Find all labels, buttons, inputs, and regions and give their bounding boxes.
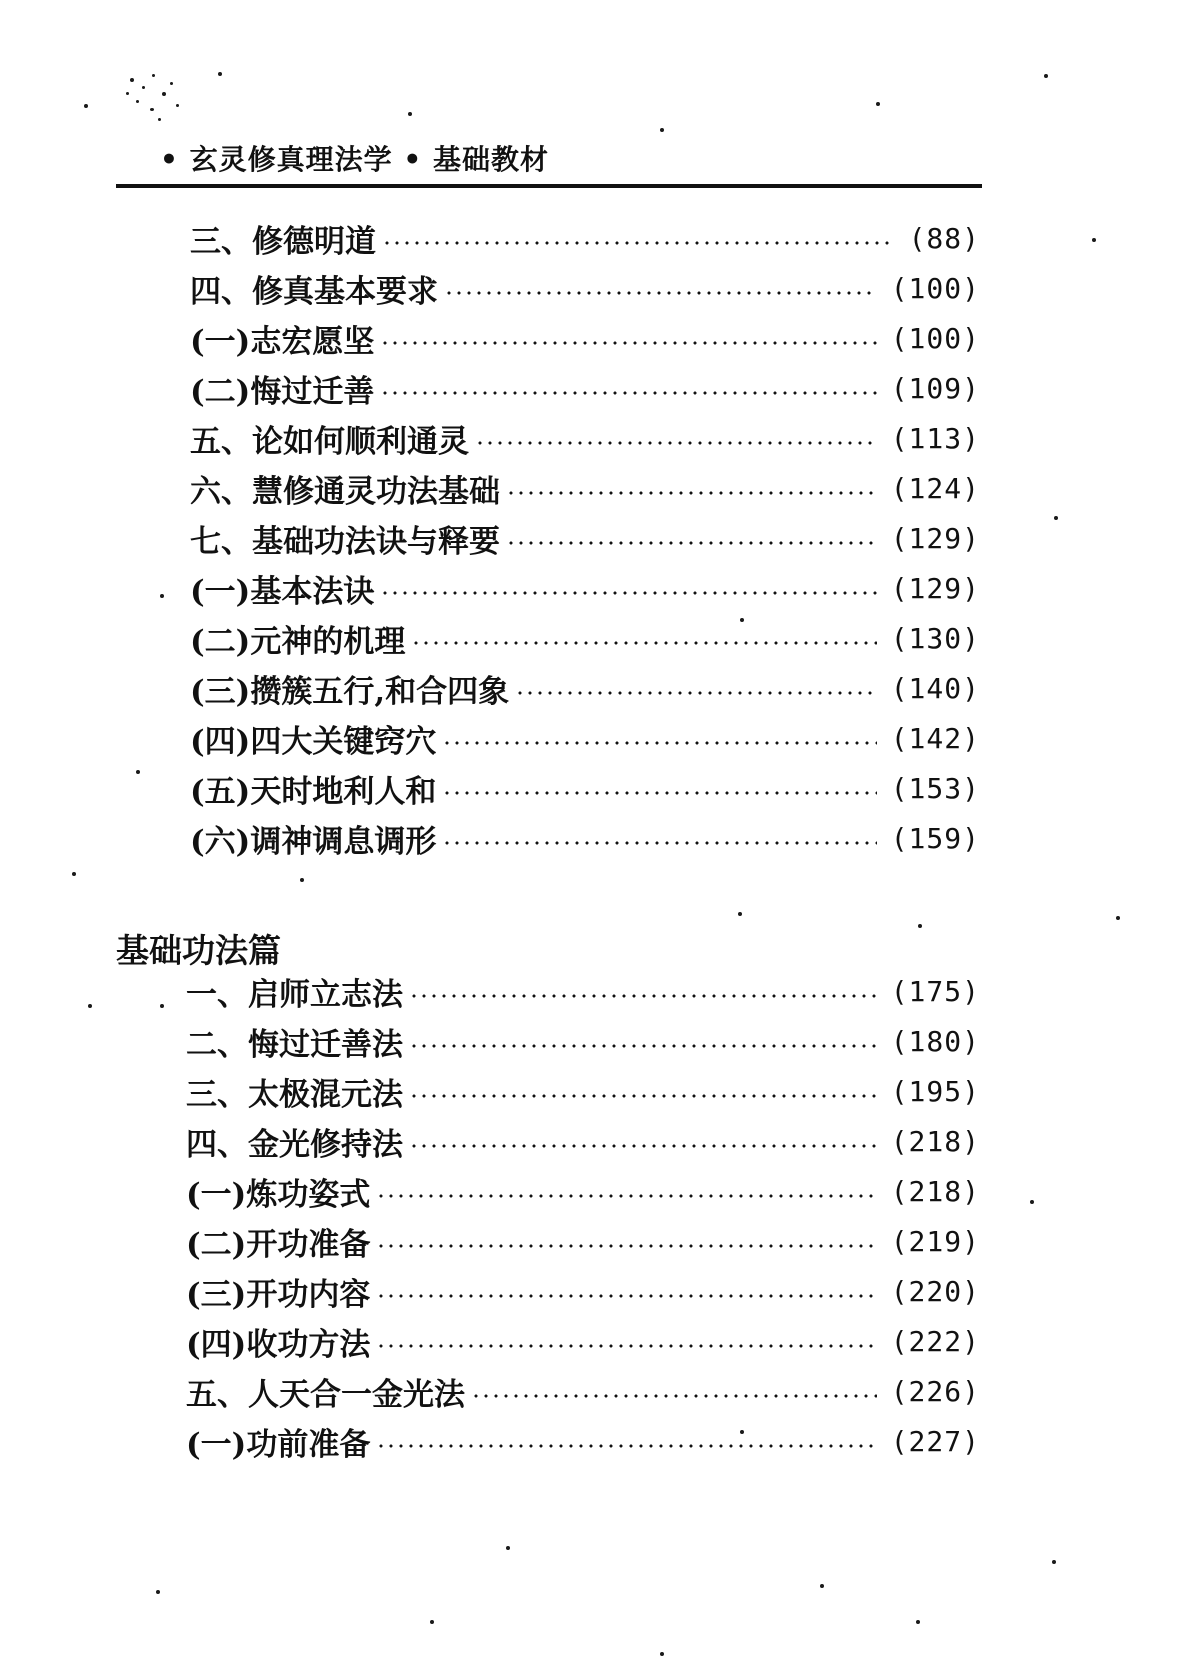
toc-entry-title: 四、修真基本要求 bbox=[190, 273, 438, 310]
scan-speck bbox=[160, 1004, 164, 1008]
scan-speck bbox=[152, 74, 155, 77]
toc-entry-page: (222) bbox=[890, 1324, 980, 1358]
scan-speck bbox=[1092, 238, 1096, 242]
toc-entry-page: (88) bbox=[908, 221, 980, 255]
leader-dots bbox=[409, 1144, 877, 1148]
scan-speck bbox=[158, 118, 161, 121]
scan-speck bbox=[130, 78, 134, 82]
toc-entry bbox=[190, 563, 980, 613]
toc-entry bbox=[190, 663, 980, 713]
toc-entry bbox=[186, 1316, 980, 1366]
toc-entry-page: (159) bbox=[890, 821, 980, 855]
leader-dots bbox=[409, 1044, 877, 1048]
leader-dots bbox=[506, 541, 877, 545]
toc-entry-title: (三)攒簇五行,和合四象 bbox=[190, 673, 510, 710]
scan-speck bbox=[176, 104, 179, 107]
scan-speck bbox=[126, 92, 129, 95]
leader-dots bbox=[380, 591, 876, 595]
leader-dots bbox=[380, 391, 876, 395]
toc-entry-title: (二)悔过迁善 bbox=[190, 373, 375, 410]
toc-entry bbox=[186, 1066, 980, 1116]
toc-entry-page: (180) bbox=[890, 1024, 980, 1058]
leader-dots bbox=[409, 994, 877, 998]
toc-entry-page: (142) bbox=[890, 721, 980, 755]
toc-entry-page: (226) bbox=[890, 1374, 980, 1408]
toc-entry-title: (四)收功方法 bbox=[186, 1326, 371, 1363]
scan-speck bbox=[160, 594, 164, 598]
scan-speck bbox=[738, 912, 742, 916]
scan-speck bbox=[1052, 1560, 1056, 1564]
toc-entry bbox=[190, 713, 980, 763]
toc-entry-page: (140) bbox=[890, 671, 980, 705]
leader-dots bbox=[409, 1094, 877, 1098]
scan-speck bbox=[1116, 916, 1120, 920]
leader-dots bbox=[376, 1444, 876, 1448]
toc-entry-title: (一)炼功姿式 bbox=[186, 1176, 371, 1213]
toc-entry-title: 二、悔过迁善法 bbox=[186, 1026, 403, 1063]
leader-dots bbox=[442, 841, 876, 845]
leader-dots bbox=[382, 241, 895, 245]
scan-speck bbox=[170, 82, 173, 85]
toc-entry-page: (220) bbox=[890, 1274, 980, 1308]
toc-entry-page: (175) bbox=[890, 974, 980, 1008]
toc-entry bbox=[186, 1016, 980, 1066]
scan-speck bbox=[218, 72, 222, 76]
toc-entry bbox=[190, 813, 980, 863]
toc-entry bbox=[186, 1416, 980, 1466]
scan-speck bbox=[430, 1620, 434, 1624]
toc-entry bbox=[190, 313, 980, 363]
toc-entry-title: 六、慧修通灵功法基础 bbox=[190, 473, 500, 510]
toc-entry bbox=[190, 363, 980, 413]
toc-entry-page: (109) bbox=[890, 371, 980, 405]
scan-speck bbox=[136, 100, 139, 103]
toc-entry-title: (二)开功准备 bbox=[186, 1226, 371, 1263]
toc-entry bbox=[190, 613, 980, 663]
leader-dots bbox=[442, 741, 876, 745]
leader-dots bbox=[471, 1394, 877, 1398]
toc-entry bbox=[186, 1216, 980, 1266]
toc-entry-page: (113) bbox=[890, 421, 980, 455]
toc-entry-page: (129) bbox=[890, 571, 980, 605]
header-rule bbox=[116, 184, 982, 188]
toc-entry-title: (四)四大关键窍穴 bbox=[190, 723, 437, 760]
toc-entry-page: (153) bbox=[890, 771, 980, 805]
leader-dots bbox=[515, 691, 877, 695]
scan-speck bbox=[136, 770, 140, 774]
toc-entry bbox=[190, 513, 980, 563]
scan-speck bbox=[1030, 1200, 1034, 1204]
toc-entry-page: (100) bbox=[890, 321, 980, 355]
section-heading: 基础功法篇 bbox=[116, 931, 281, 970]
leader-dots bbox=[380, 341, 876, 345]
scan-speck bbox=[72, 872, 76, 876]
toc-entry-page: (130) bbox=[890, 621, 980, 655]
toc-entry-title: (三)开功内容 bbox=[186, 1276, 371, 1313]
leader-dots bbox=[376, 1244, 876, 1248]
leader-dots bbox=[442, 791, 876, 795]
leader-dots bbox=[376, 1294, 876, 1298]
toc-entry-page: (219) bbox=[890, 1224, 980, 1258]
toc-entry bbox=[190, 763, 980, 813]
toc-entry-title: (六)调神调息调形 bbox=[190, 823, 437, 860]
leader-dots bbox=[475, 441, 877, 445]
toc-entry-title: 五、人天合一金光法 bbox=[186, 1376, 465, 1413]
toc-entry bbox=[190, 463, 980, 513]
scan-speck bbox=[162, 92, 166, 96]
toc-entry-title: 四、金光修持法 bbox=[186, 1126, 403, 1163]
scan-speck bbox=[142, 86, 145, 89]
toc-entry bbox=[190, 213, 980, 263]
scan-speck bbox=[820, 1584, 824, 1588]
toc-entry-title: (一)志宏愿坚 bbox=[190, 323, 375, 360]
toc-entry-title: (一)基本法诀 bbox=[190, 573, 375, 610]
leader-dots bbox=[376, 1194, 876, 1198]
toc-entry-title: (五)天时地利人和 bbox=[190, 773, 437, 810]
toc-entry-page: (227) bbox=[890, 1424, 980, 1458]
toc-entry-title: 七、基础功法诀与释要 bbox=[190, 523, 500, 560]
toc-entry-page: (218) bbox=[890, 1174, 980, 1208]
scan-speck bbox=[660, 128, 664, 132]
scan-speck bbox=[88, 1004, 92, 1008]
scan-speck bbox=[150, 108, 154, 111]
scan-speck bbox=[876, 102, 880, 106]
scan-speck bbox=[300, 878, 304, 882]
toc-entry bbox=[186, 1366, 980, 1416]
toc-entry bbox=[186, 1266, 980, 1316]
toc-entry-title: (一)功前准备 bbox=[186, 1426, 371, 1463]
toc-entry bbox=[190, 263, 980, 313]
toc-entry bbox=[190, 413, 980, 463]
toc-entry-page: (129) bbox=[890, 521, 980, 555]
toc-entry-page: (218) bbox=[890, 1124, 980, 1158]
scan-speck bbox=[660, 1652, 664, 1656]
leader-dots bbox=[506, 491, 877, 495]
toc-entry-title: 五、论如何顺利通灵 bbox=[190, 423, 469, 460]
toc-entry-page: (195) bbox=[890, 1074, 980, 1108]
toc-entry bbox=[186, 1116, 980, 1166]
scan-speck bbox=[84, 104, 88, 108]
leader-dots bbox=[444, 291, 877, 295]
toc-entry-title: 三、太极混元法 bbox=[186, 1076, 403, 1113]
toc-entry-page: (124) bbox=[890, 471, 980, 505]
toc-entry-title: 一、启师立志法 bbox=[186, 976, 403, 1013]
scan-speck bbox=[918, 924, 922, 928]
scan-speck bbox=[916, 1620, 920, 1624]
scan-speck bbox=[1044, 74, 1048, 78]
leader-dots bbox=[376, 1344, 876, 1348]
toc-entry-title: 三、修德明道 bbox=[190, 223, 376, 260]
toc-entry bbox=[186, 966, 980, 1016]
scan-speck bbox=[1054, 516, 1058, 520]
toc-entry-title: (二)元神的机理 bbox=[190, 623, 406, 660]
scan-speck bbox=[408, 112, 412, 116]
toc-entry bbox=[186, 1166, 980, 1216]
running-header: • 玄灵修真理法学 • 基础教材 bbox=[160, 143, 550, 176]
leader-dots bbox=[411, 641, 876, 645]
scan-speck bbox=[156, 1590, 160, 1594]
scan-speck bbox=[506, 1546, 510, 1550]
toc-entry-page: (100) bbox=[890, 271, 980, 305]
